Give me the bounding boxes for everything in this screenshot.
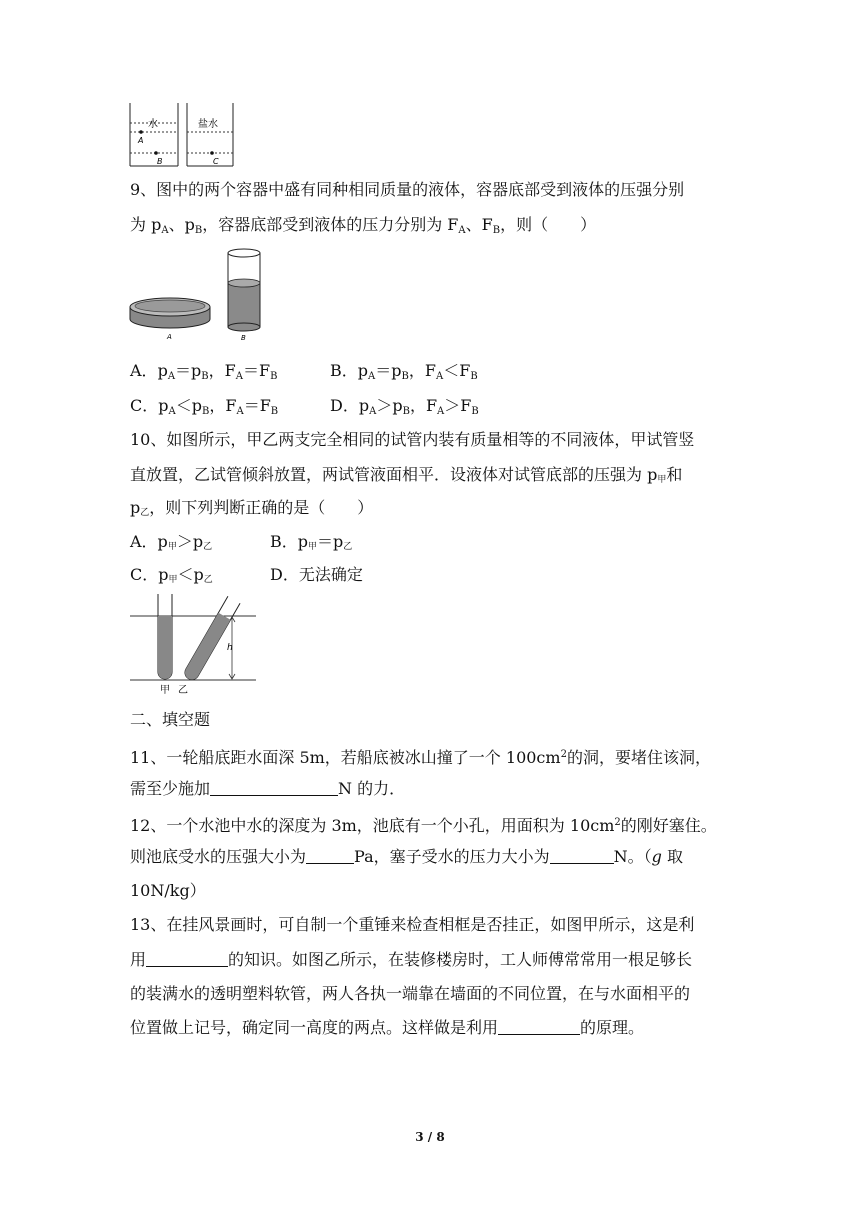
q10-line3: p乙，则下列判断正确的是（ ） xyxy=(130,498,374,518)
q13-line1: 13、在挂风景画时，可自制一个重锤来检查相框是否挂正，如图甲所示，这是利 xyxy=(130,915,695,934)
q13-line3: 的装满水的透明塑料软管，两人各执一端靠在墙面的不同位置，在与水面相平的 xyxy=(130,984,691,1003)
q12-blank-pressure[interactable] xyxy=(306,847,354,864)
q13-line2: 用 的知识。如图乙所示，在装修楼房时，工人师傅常常用一根足够长 xyxy=(130,950,693,969)
q11-line2: 需至少施加 N 的力． xyxy=(130,779,406,798)
q10-figure xyxy=(128,592,258,697)
q10-fig-h: h xyxy=(227,643,233,653)
q11-line1: 11、一轮船底距水面深 5m，若船底被冰山撞了一个 $100cm^2$的洞，要堵住该洞， xyxy=(130,748,711,767)
q9-option-d: D．$p_A>p_B$，$F_A>F_B$ xyxy=(330,396,479,417)
q10-option-d: D．无法确定 xyxy=(270,565,363,584)
q9-options-row2 xyxy=(130,396,479,422)
q12-line3: 10N/kg） xyxy=(130,881,206,900)
q9-line2: 为 $p_A$、$p_B$，容器底部受到液体的压力分别为 $F_A$、$F_B$，则（ ） xyxy=(130,215,597,236)
q9-option-b: B．$p_A=p_B$，$F_A<F_B$ xyxy=(330,361,478,382)
left-liquid-label: 水 xyxy=(148,119,158,130)
q10-option-b: B．p甲＝p乙 xyxy=(270,532,353,552)
q9-fig-label-b: B xyxy=(241,334,246,342)
point-b-label: B xyxy=(157,157,163,166)
q10-line1: 10、如图所示，甲乙两支完全相同的试管内装有质量相等的不同液体，甲试管竖 xyxy=(130,430,695,449)
q10-fig-yi: 乙 xyxy=(178,685,188,696)
right-liquid-label: 盐水 xyxy=(198,119,218,130)
q12-blank-force[interactable] xyxy=(550,847,614,864)
q10-options-row1 xyxy=(130,532,352,557)
q13-line4: 位置做上记号，确定同一高度的两点。这样做是利用 的原理。 xyxy=(130,1018,645,1037)
q10-option-a: A．p甲＞p乙 xyxy=(130,532,213,552)
q10-fig-jia: 甲 xyxy=(160,685,170,696)
point-a-label: A xyxy=(138,136,144,145)
page-number: 3 / 8 xyxy=(415,1130,445,1144)
section-title-fill-blank: 二、填空题 xyxy=(130,710,211,729)
q9-fig-label-a: A xyxy=(167,333,172,341)
q10-line2: 直放置，乙试管倾斜放置，两试管液面相平．设液体对试管底部的压强为 p甲和 xyxy=(130,465,683,485)
q10-option-c: C．p甲＜p乙 xyxy=(130,565,213,585)
q9-figure xyxy=(128,245,268,345)
q9-option-a: A．$p_A=p_B$，$F_A=F_B$ xyxy=(130,361,278,382)
q9-line1: 9、图中的两个容器中盛有同种相同质量的液体，容器底部受到液体的压强分别 xyxy=(130,180,685,199)
q9-options-row1 xyxy=(130,361,478,387)
q10-options-row2 xyxy=(130,565,363,590)
q13-blank-2[interactable] xyxy=(498,1018,580,1035)
q13-blank-1[interactable] xyxy=(146,950,228,967)
top-container-figure xyxy=(128,103,236,169)
q12-line2: 则池底受水的压强大小为 Pa，塞子受水的压力大小为 N。（g 取 xyxy=(130,847,683,866)
point-c-label: C xyxy=(213,157,219,166)
q11-blank[interactable] xyxy=(210,779,338,796)
q12-line1: 12、一个水池中水的深度为 3m，池底有一个小孔，用面积为 $10cm^2$的刚好塞住。 xyxy=(130,816,717,835)
q9-option-c: C．$p_A<p_B$，$F_A=F_B$ xyxy=(130,396,279,417)
